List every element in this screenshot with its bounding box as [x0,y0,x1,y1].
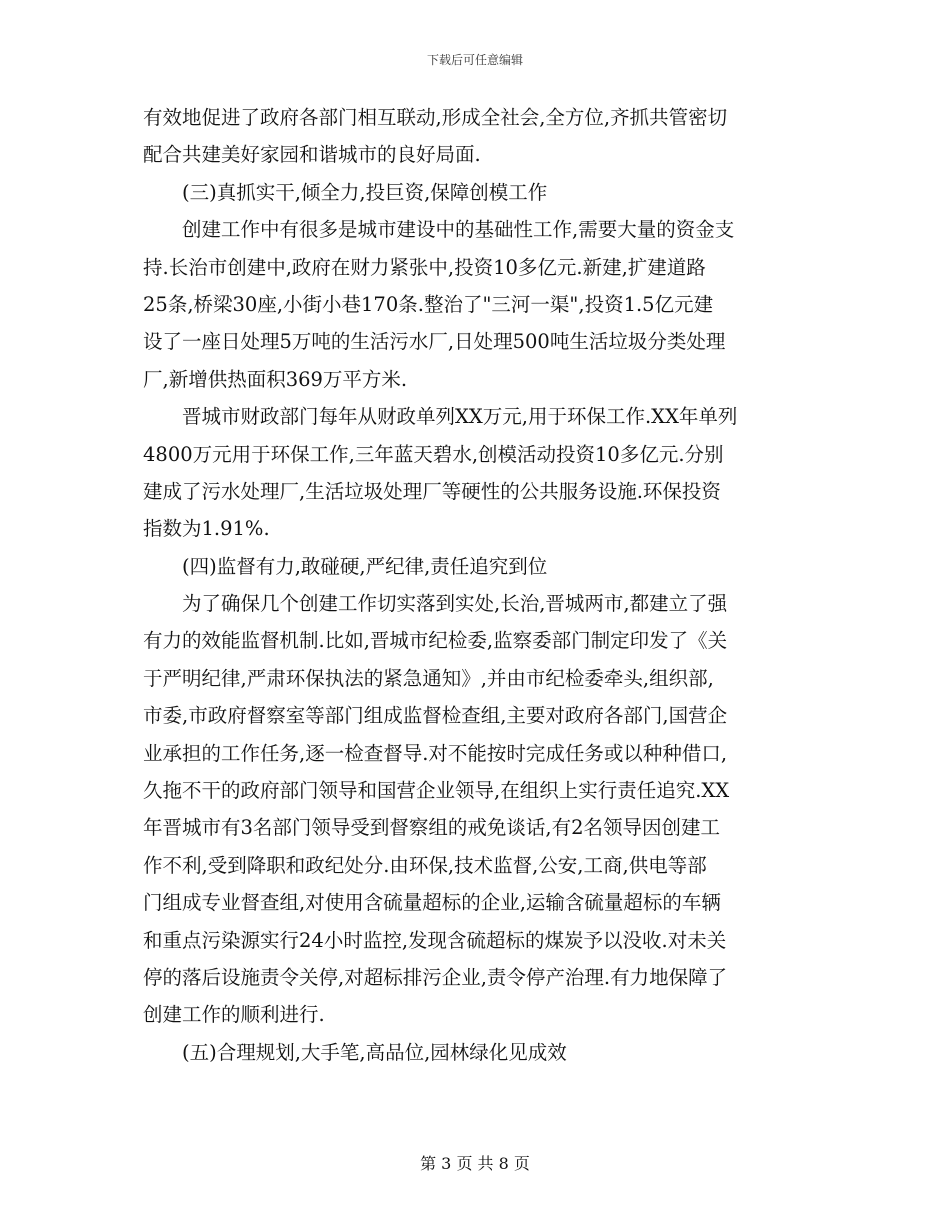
paragraph-first-line: 为了确保几个创建工作切实落到实处,长治,晋城两市,都建立了强 [182,592,728,616]
text-line: 市委,市政府督察室等部门组成监督检查组,主要对政府各部门,国营企 [143,704,728,728]
text-line: 指数为1.91%. [143,517,270,541]
text-line: 于严明纪律,严肃环保执法的紧急通知》,并由市纪检委牵头,组织部, [143,666,714,690]
text-line: 门组成专业督查组,对使用含硫量超标的企业,运输含硫量超标的车辆 [143,891,721,915]
paragraph-first-line: 创建工作中有很多是城市建设中的基础性工作,需要大量的资金支 [182,218,735,242]
text-line: 配合共建美好家园和谐城市的良好局面. [143,143,481,167]
text-line: 持.长治市创建中,政府在财力紧张中,投资10多亿元.新建,扩建道路 [143,255,706,279]
paragraph-first-line: 晋城市财政部门每年从财政单列XX万元,用于环保工作.XX年单列 [182,405,738,429]
text-line: 4800万元用于环保工作,三年蓝天碧水,创模活动投资10多亿元.分别 [143,442,724,466]
text-line: 建成了污水处理厂,生活垃圾处理厂等硬性的公共服务设施.环保投资 [143,479,721,503]
paragraph-first-line: (三)真抓实干,倾全力,投巨资,保障创模工作 [182,180,548,204]
text-line: 业承担的工作任务,逐一检查督导.对不能按时完成任务或以种种借口, [143,741,728,765]
document-body [143,99,813,1071]
text-line: 久拖不干的政府部门领导和国营企业领导,在组织上实行责任追究.XX [143,779,730,803]
paragraph-first-line: (四)监督有力,敢碰硬,严纪律,责任追究到位 [182,554,548,578]
text-line: 创建工作的顺利进行. [143,1003,325,1027]
page-header: 下载后可任意编辑 [426,53,523,67]
text-line: 停的落后设施责令关停,对超标排污企业,责令停产治理.有力地保障了 [143,965,728,989]
text-line: 25条,桥梁30座,小街小巷170条.整治了"三河一渠",投资1.5亿元建 [143,292,714,316]
text-line: 厂,新增供热面积369万平方米. [143,367,408,391]
text-line: 作不利,受到降职和政纪处分.由环保,技术监督,公安,工商,供电等部 [143,853,707,877]
text-line: 设了一座日处理5万吨的生活污水厂,日处理500吨生活垃圾分类处理 [143,330,726,354]
text-line: 有力的效能监督机制.比如,晋城市纪检委,监察委部门制定印发了《关 [143,629,728,653]
text-line: 和重点污染源实行24小时监控,发现含硫超标的煤炭予以没收.对未关 [143,928,727,952]
paragraph-first-line: (五)合理规划,大手笔,高品位,园林绿化见成效 [182,1040,567,1064]
page-footer-page-number: 第 3 页 共 8 页 [420,1154,530,1173]
text-line: 有效地促进了政府各部门相互联动,形成全社会,全方位,齐抓共管密切 [143,106,728,129]
text-line: 年晋城市有3名部门领导受到督察组的戒免谈话,有2名领导因创建工 [143,816,721,840]
